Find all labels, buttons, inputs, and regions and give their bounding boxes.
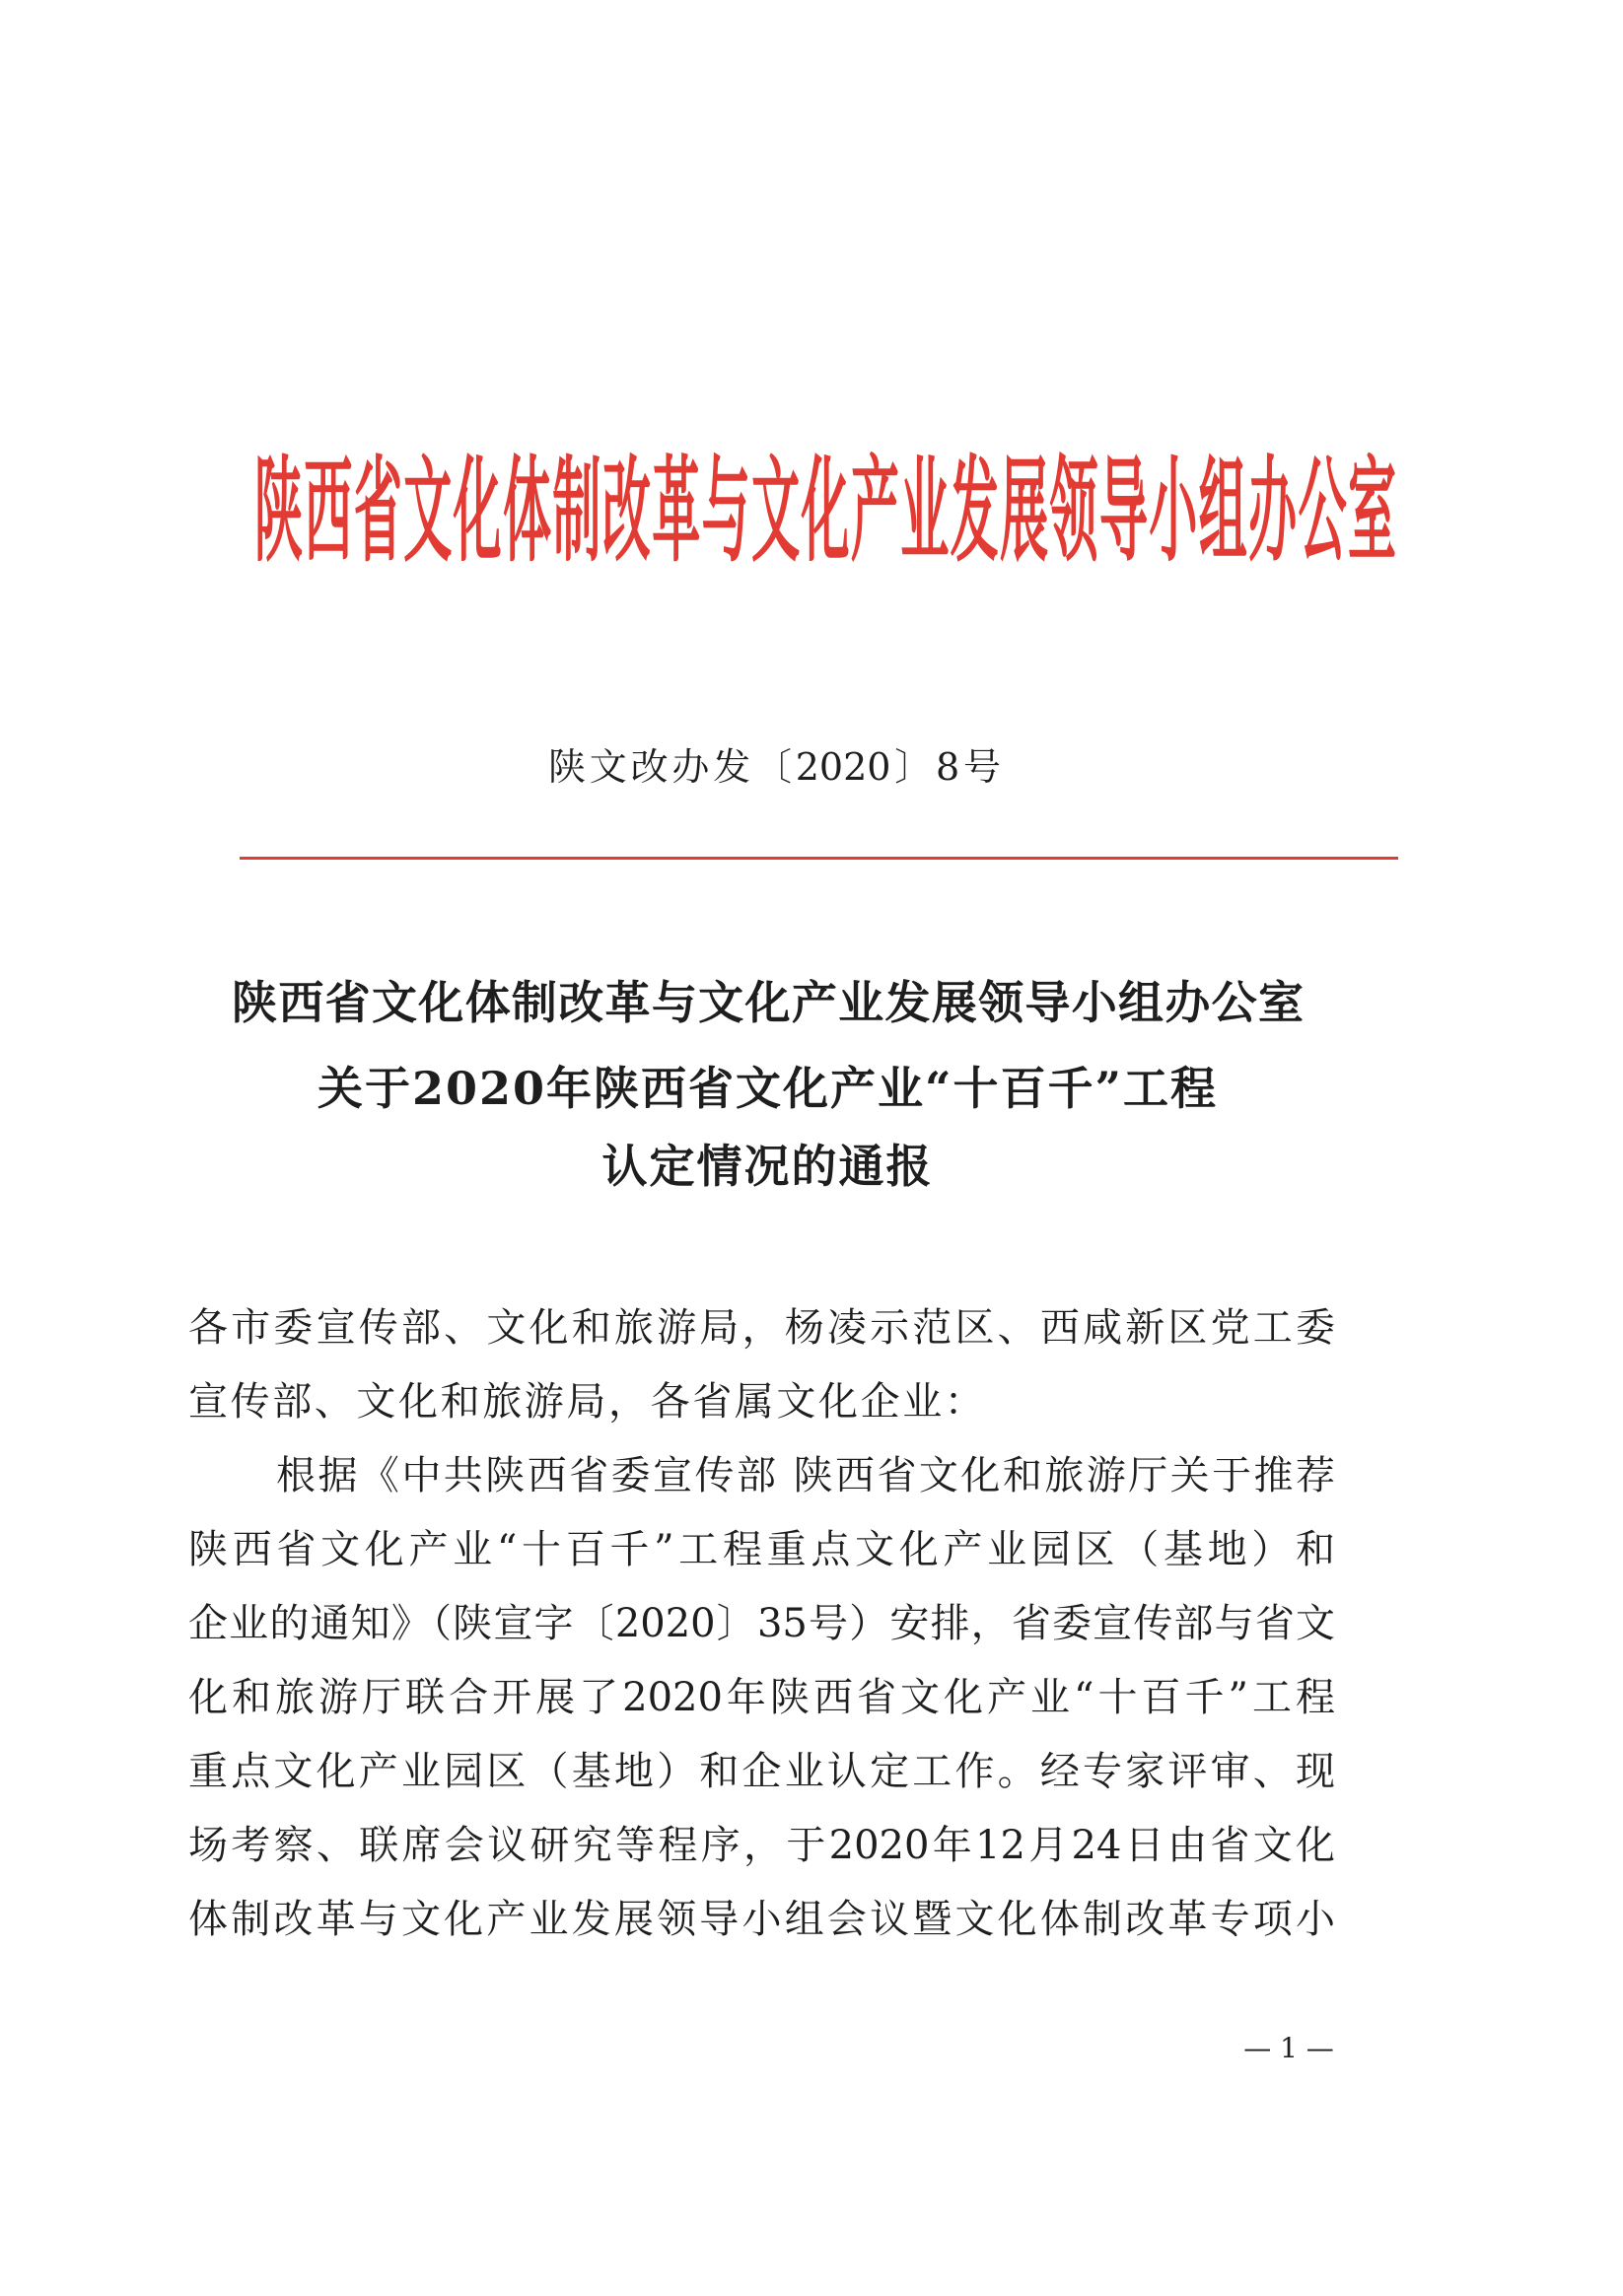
paragraph-line: 场考察、联席会议研究等程序，于2020年12月24日由省文化 bbox=[188, 1823, 1335, 1868]
issuing-office-name: 陕西省文化体制改革与文化产业发展领导小组办公室 bbox=[254, 443, 1396, 579]
paragraph-line: 化和旅游厅联合开展了2020年陕西省文化产业“十百千”工程 bbox=[188, 1675, 1335, 1720]
page-number: — 1 — bbox=[1243, 2032, 1334, 2064]
paragraph-line: 体制改革与文化产业发展领导小组会议暨文化体制改革专项小 bbox=[188, 1897, 1335, 1942]
paragraph-line: 根据《中共陕西省委宣传部 陕西省文化和旅游厅关于推荐 bbox=[276, 1453, 1335, 1498]
document-title-line-2: 关于2020年陕西省文化产业“十百千”工程 bbox=[318, 1062, 1218, 1115]
document-number: 陕文改办发〔2020〕8号 bbox=[548, 745, 1001, 789]
salutation-line: 各市委宣传部、文化和旅游局，杨凌示范区、西咸新区党工委 bbox=[188, 1305, 1335, 1351]
paragraph-line: 重点文化产业园区（基地）和企业认定工作。经专家评审、现 bbox=[188, 1749, 1335, 1794]
red-divider-rule bbox=[240, 857, 1398, 860]
issuing-office-header bbox=[254, 443, 1396, 579]
paragraph-line: 陕西省文化产业“十百千”工程重点文化产业园区（基地）和 bbox=[188, 1527, 1335, 1572]
paragraph-line: 企业的通知》（陕宣字〔2020〕35号）安排，省委宣传部与省文 bbox=[188, 1601, 1335, 1646]
document-title-line-1: 陕西省文化体制改革与文化产业发展领导小组办公室 bbox=[232, 976, 1304, 1029]
salutation-line: 宣传部、文化和旅游局，各省属文化企业： bbox=[188, 1379, 987, 1425]
document-title-line-3: 认定情况的通报 bbox=[601, 1140, 934, 1193]
